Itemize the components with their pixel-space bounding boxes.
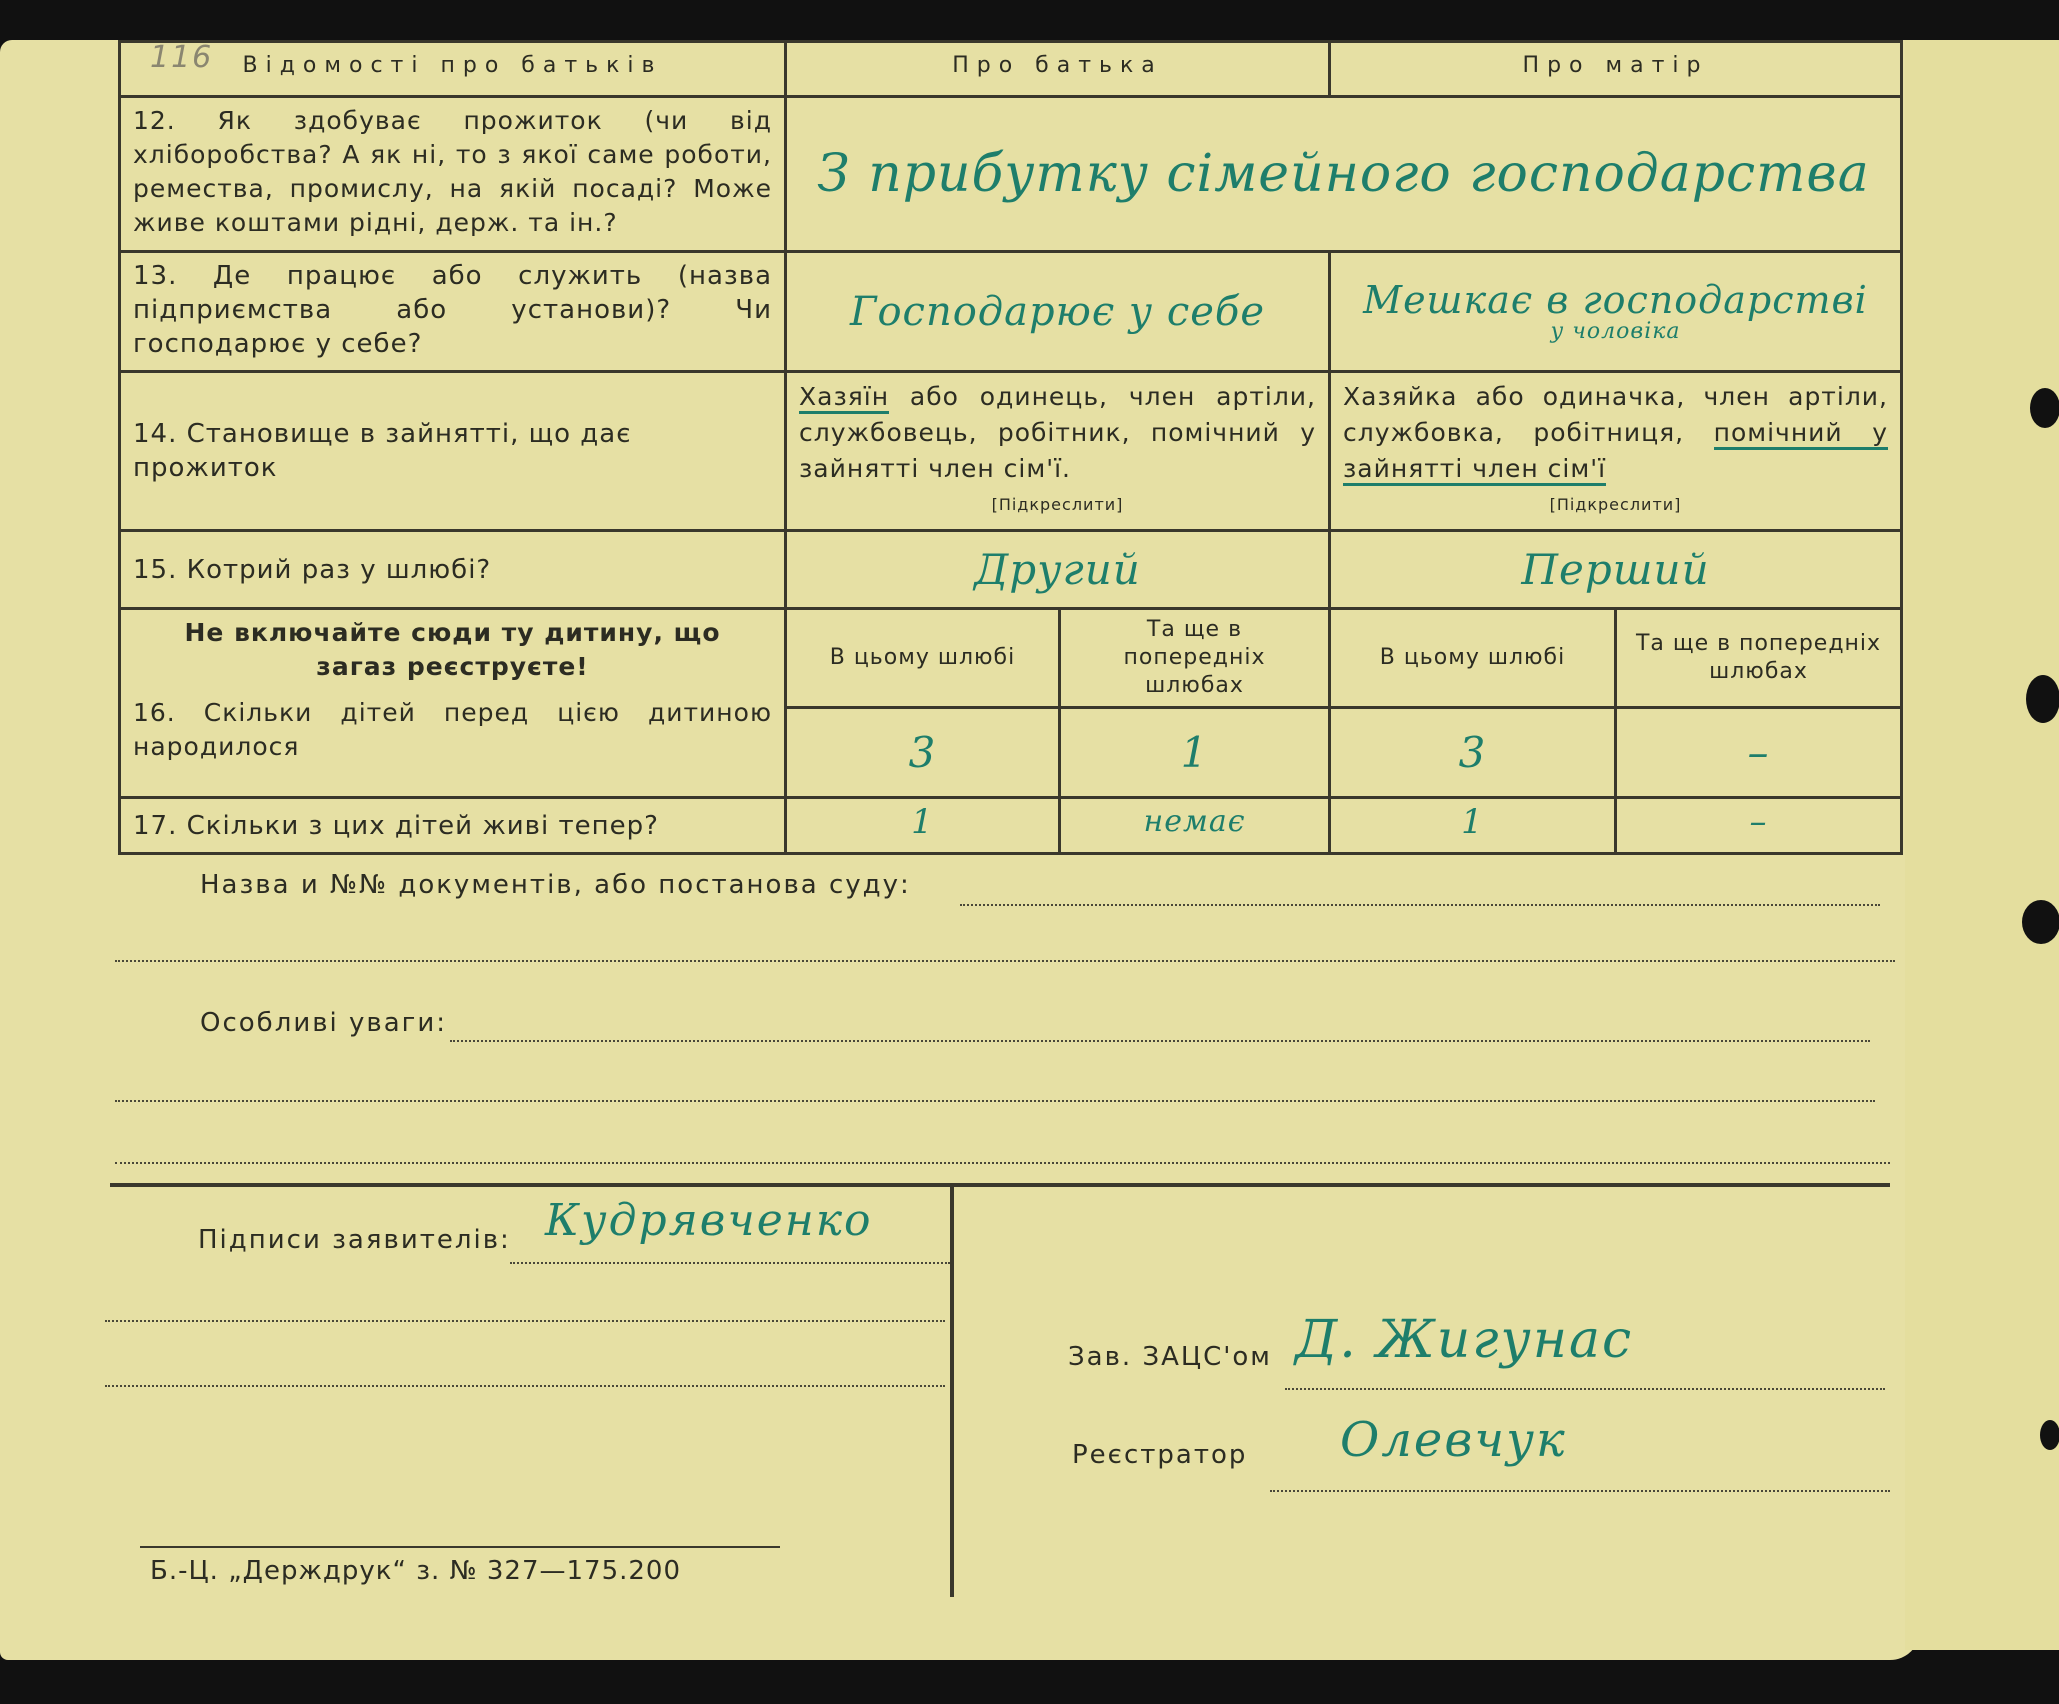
row-15-father: Другий [786, 531, 1330, 609]
punch-hole [2030, 388, 2059, 428]
row-17 [120, 798, 1902, 854]
row-14-mother-note: [Підкреслити] [1549, 495, 1682, 514]
row-16-mother-prev: – [1616, 708, 1902, 798]
row-17-question: 17. Скільки з цих дітей живі тепер? [120, 798, 786, 854]
mother-prev-marriages-header: Та ще в попередніх шлюбах [1616, 609, 1902, 708]
row-14-mother-options: Хазяйка або одиначка, член артіли, службовка, робітниця, [1343, 382, 1888, 447]
signature-line [105, 1320, 945, 1322]
row-14-mother-selected: помічний у зайнятті член сім'ї [1343, 418, 1888, 486]
row-13-mother-note: у чоловіка [1550, 318, 1681, 344]
corner-mark: 116 [150, 40, 214, 75]
row-14-father-selected: Хазяїн [799, 382, 889, 414]
mother-this-marriage-header: В цьому шлюбі [1330, 609, 1616, 708]
row-15-mother: Перший [1330, 531, 1902, 609]
documents-line [960, 904, 1880, 906]
row-13-question: 13. Де працює або служить (назва підприємства або установи)? Чи господарює у себе? [120, 252, 786, 372]
remarks-label: Особливі уваги: [200, 1008, 447, 1038]
zags-head-signature: Д. Жигунас [1295, 1310, 1634, 1370]
header-parents-info: Відомості про батьків [120, 42, 786, 97]
zags-head-label: Зав. ЗАЦС'ом [1068, 1342, 1272, 1372]
signature-column-divider [950, 1187, 954, 1597]
row-14-father [786, 372, 1330, 531]
row-13-mother-value: Мешкає в господарстві [1363, 277, 1868, 322]
remarks-line [115, 1100, 1875, 1102]
row-15 [120, 531, 1902, 609]
row-14-question: 14. Становище в зайнятті, що дає прожиток [120, 372, 786, 531]
row-16-father-prev: 1 [1060, 708, 1330, 798]
header-mother: Про матір [1330, 42, 1902, 97]
row-16-father-this: 3 [786, 708, 1060, 798]
row-12 [120, 97, 1902, 252]
section-divider [110, 1183, 1890, 1187]
remarks-line [450, 1040, 1870, 1042]
table-header-row [120, 42, 1902, 97]
signature-line [105, 1385, 945, 1387]
punch-hole [2022, 900, 2059, 944]
row-12-answer: З прибутку сімейного господарства [786, 97, 1902, 252]
header-father: Про батька [786, 42, 1330, 97]
row-13-mother [1330, 252, 1902, 372]
signature-line [510, 1262, 950, 1264]
registrar-signature: Олевчук [1340, 1412, 1567, 1468]
row-15-question: 15. Котрий раз у шлюбі? [120, 531, 786, 609]
signatures-label: Підписи заявителів: [198, 1225, 511, 1255]
printer-rule [140, 1546, 780, 1548]
row-13 [120, 252, 1902, 372]
children-header-row [120, 609, 1902, 708]
row-17-father-this: 1 [786, 798, 1060, 854]
row-16-question-cell [120, 609, 786, 798]
remarks-line [115, 1162, 1890, 1164]
parents-info-table [118, 40, 1903, 855]
row-13-father: Господарює у себе [786, 252, 1330, 372]
row-17-father-prev: немає [1060, 798, 1330, 854]
documents-line [115, 960, 1895, 962]
row-14-father-options: або одинець, член артіли, службовець, робітник, помічний у зайнятті член сім'ї. [799, 382, 1316, 483]
row-14-mother [1330, 372, 1902, 531]
father-this-marriage-header: В цьому шлюбі [786, 609, 1060, 708]
head-signature-line [1285, 1388, 1885, 1390]
registrar-label: Реєстратор [1072, 1440, 1248, 1470]
documents-label: Назва и №№ документів, або постанова суду: [200, 870, 911, 900]
row-12-question: 12. Як здобуває прожиток (чи від хліборобства? А як ні, то з якої саме роботи, ремества, промислу, на якій посаді? Може живе коштами рідні, держ. та ін.? [120, 97, 786, 252]
punch-hole [2040, 1420, 2059, 1450]
row-14 [120, 372, 1902, 531]
row-17-mother-this: 1 [1330, 798, 1616, 854]
next-page-edge [1905, 40, 2059, 1650]
row-14-father-note: [Підкреслити] [991, 495, 1124, 514]
printer-imprint: Б.-Ц. „Держдрук“ з. № 327—175.200 [150, 1556, 682, 1586]
row-16-mother-this: 3 [1330, 708, 1616, 798]
applicant-signature: Кудрявченко [545, 1195, 873, 1246]
registrar-signature-line [1270, 1490, 1890, 1492]
father-prev-marriages-header: Та ще в попередніх шлюбах [1060, 609, 1330, 708]
row-17-mother-prev: – [1616, 798, 1902, 854]
children-note: Не включайте сюди ту дитину, що загаз реєструєте! [184, 618, 721, 681]
row-16-question: 16. Скільки дітей перед цією дитиною народилося [133, 698, 772, 761]
punch-hole [2026, 675, 2059, 723]
